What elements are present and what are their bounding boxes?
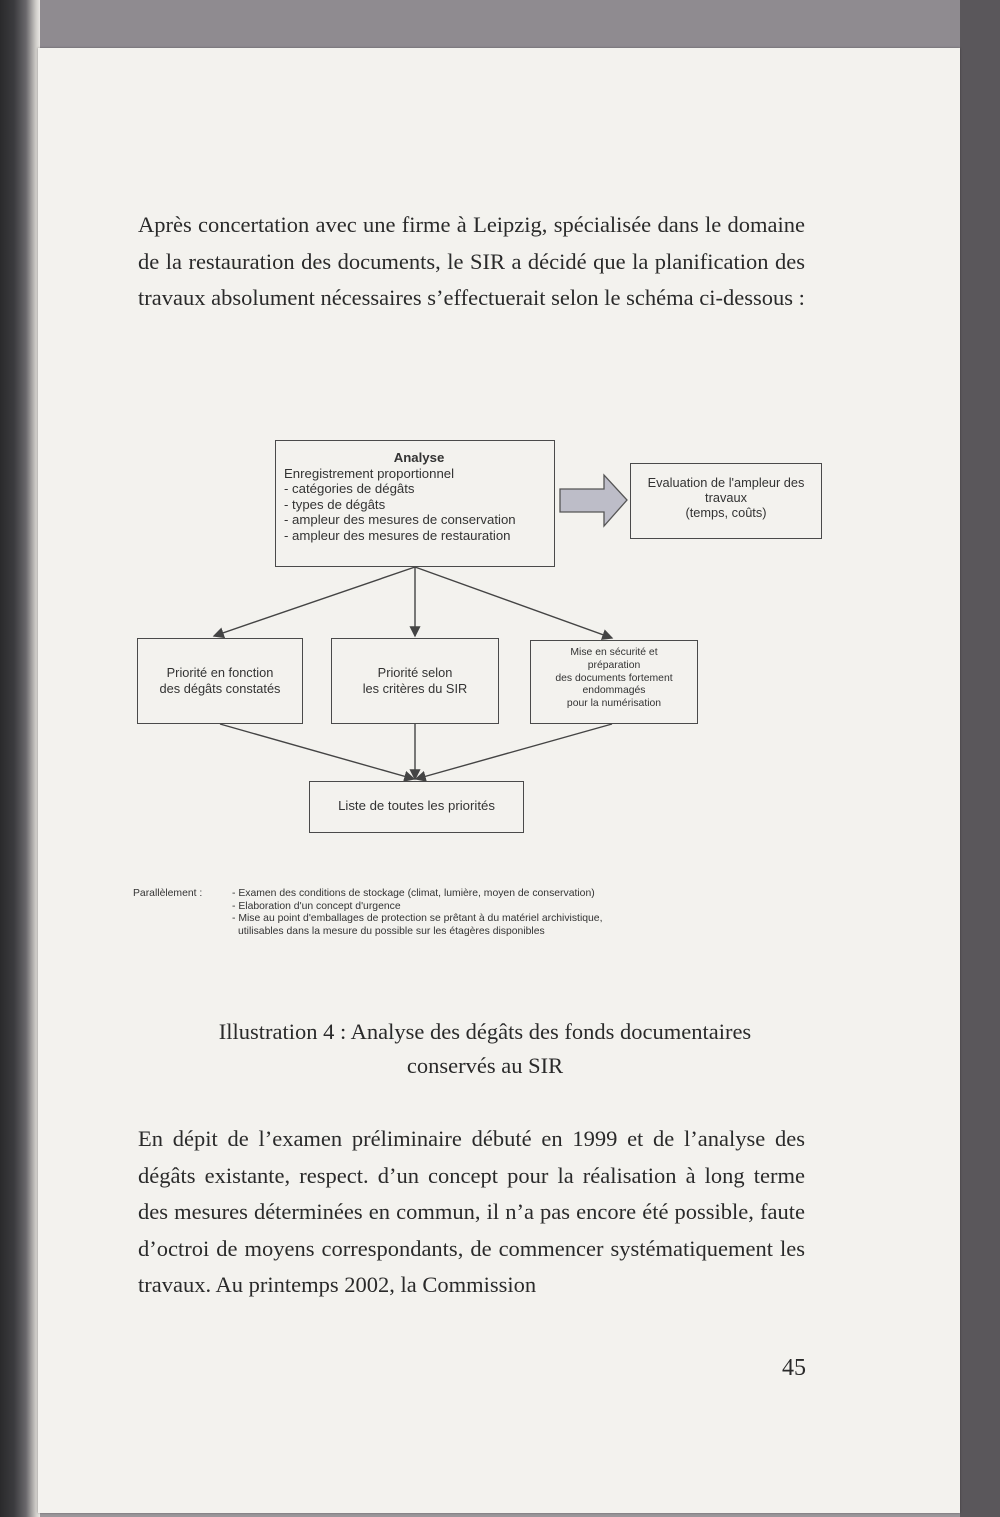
evaluation-line: Evaluation de l'ampleur des	[647, 475, 805, 490]
parallelement-list	[232, 888, 752, 938]
liste-priorites-box	[309, 781, 524, 833]
connector-left	[214, 567, 415, 636]
box-line: Mise en sécurité et	[570, 647, 658, 658]
illustration-caption	[180, 1015, 790, 1083]
analyse-line: - catégories de dégâts	[284, 481, 415, 497]
liste-label: Liste de toutes les priorités	[338, 798, 495, 813]
analyse-line: Enregistrement proportionnel	[284, 465, 455, 481]
block-arrow	[560, 475, 627, 526]
box-line: préparation	[587, 659, 641, 671]
box-line: des documents fortement	[555, 672, 673, 684]
parallelement-item: - Elaboration d'un concept d'urgence	[232, 900, 401, 912]
caption-line-2: conservés au SIR	[406, 1053, 564, 1078]
box-line: pour la numérisation	[566, 698, 662, 710]
caption-line-1: Illustration 4 : Analyse des dégâts des fonds documentaires	[218, 1019, 752, 1044]
parallelement-item: utilisables dans la mesure du possible sur les étagères disponibles	[238, 925, 545, 937]
connector-to-liste-left	[220, 724, 414, 779]
parallelement-item: - Mise au point d'emballages de protection se prêtant à du matériel archivistique,	[232, 913, 603, 925]
connector-right	[415, 567, 612, 638]
analyse-box	[275, 440, 555, 567]
evaluation-line: (temps, coûts)	[685, 505, 767, 520]
priorite-criteres-box	[331, 638, 499, 724]
analyse-line: - ampleur des mesures de restauration	[284, 527, 511, 543]
page-number: 45	[782, 1355, 806, 1381]
intro-paragraph: Après concertation avec une firme à Leipzig, spécialisée dans le domaine de la restauration des documents, le SIR a décidé que la planification des travaux absolument nécessaires s’effectuerait selon le schéma ci-dessous :	[138, 212, 805, 310]
box-line: endommagés	[582, 685, 646, 697]
analyse-line: - types de dégâts	[284, 496, 386, 512]
box-line: Priorité en fonction	[166, 665, 274, 680]
analyse-line: - ampleur des mesures de conservation	[284, 512, 516, 528]
box-line: Priorité selon	[377, 665, 453, 680]
mise-en-securite-box	[530, 640, 698, 724]
parallelement-label: Parallèlement :	[133, 888, 203, 899]
priorite-degats-box	[137, 638, 303, 724]
parallelement-item: - Examen des conditions de stockage (climat, lumière, moyen de conservation)	[232, 888, 595, 899]
connector-to-liste-right	[416, 724, 612, 779]
closing-paragraph: En dépit de l’examen préliminaire débuté en 1999 et de l’analyse des dégâts existante, respect. d’un concept pour la réalisation à long terme des mesures déterminées en commun, il n’a pas encore été possible, faute d’octroi de moyens correspondants, de commencer systématiquement les travaux. Au printemps 2002, la Commission	[138, 1126, 805, 1297]
box-line: des dégâts constatés	[159, 681, 281, 696]
evaluation-line: travaux	[705, 490, 747, 505]
analyse-title: Analyse	[393, 450, 445, 465]
box-line: les critères du SIR	[362, 681, 468, 696]
evaluation-box	[630, 463, 822, 539]
